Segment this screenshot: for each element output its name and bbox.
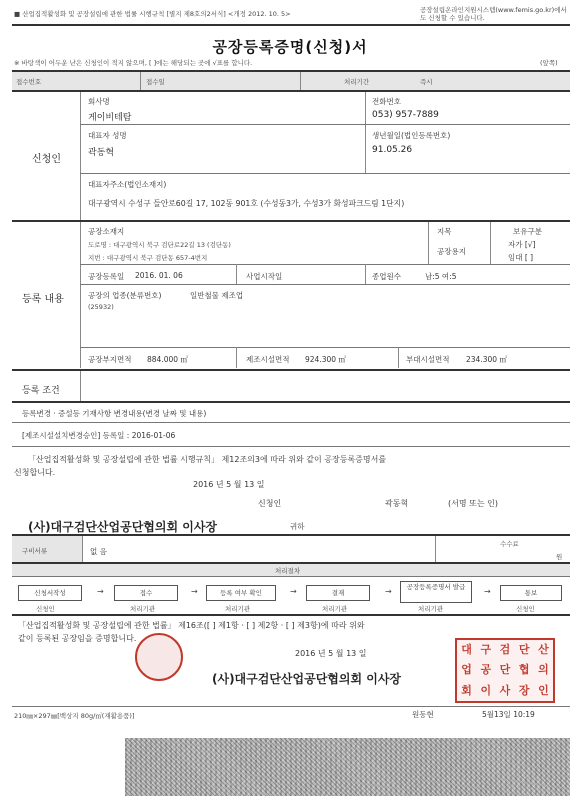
stamp-char: 검 xyxy=(499,643,511,656)
jimok-value: 공장용지 xyxy=(437,247,466,256)
employees-label: 종업원수 xyxy=(372,272,401,281)
instructions: ※ 바탕색이 어두운 난은 신청인이 적지 않으며, [ ]에는 해당되는 곳에 √표를 합니다. xyxy=(14,59,253,67)
process-step-3: 등록 여부 확인 xyxy=(206,585,276,601)
form-note: 공장설립온라인지원시스템(www.femis.go.kr)에서도 신청할 수 있습니다. xyxy=(420,6,567,22)
industry-label: 공장의 업종(분류번호) xyxy=(88,291,162,300)
recipient-suffix: 귀하 xyxy=(290,522,305,531)
fee-unit: 원 xyxy=(556,553,563,561)
stamp-char: 공 xyxy=(480,663,492,677)
certification-date: 2016 년 5 월 13 일 xyxy=(295,649,367,658)
arrow-icon: → xyxy=(385,587,392,596)
stamp-char: 회 xyxy=(461,683,472,697)
process-actor-1: 신청인 xyxy=(36,605,55,613)
process-actor-3: 처리기관 xyxy=(225,605,251,613)
process-actor-4: 처리기관 xyxy=(322,605,348,613)
lease-checkbox[interactable]: 임대 [ ] xyxy=(508,253,534,262)
registration-section-label: 등록 내용 xyxy=(22,294,64,305)
page-title: 공장등록증명(신청)서 xyxy=(212,38,368,56)
process-actor-2: 처리기관 xyxy=(130,605,156,613)
stamp-char: 업 xyxy=(461,663,472,677)
process-step-6: 통보 xyxy=(500,585,562,601)
process-step-2: 접수 xyxy=(114,585,178,601)
process-step-1: 신청서작성 xyxy=(18,585,82,601)
stamp-char: 구 xyxy=(480,643,492,656)
mfg-area-value: 924.300 ㎡ xyxy=(305,355,346,364)
official-stamp xyxy=(455,638,555,703)
arrow-icon: → xyxy=(484,587,491,596)
receipt-number-label: 접수번호 xyxy=(16,78,42,86)
lot-address: 지번 : 대구광역시 북구 검단동 657-4번지 xyxy=(88,254,208,262)
certification-line2: 같이 등록된 공장임을 증명합니다. xyxy=(18,634,137,643)
stamp-char: 대 xyxy=(461,643,472,656)
rep-name-value: 곽동혁 xyxy=(88,148,115,158)
own-checkbox[interactable]: 자가 [√] xyxy=(508,240,536,249)
signature-note: (서명 또는 인) xyxy=(448,499,498,508)
process-actor-6: 신청인 xyxy=(516,605,535,613)
site-area-value: 884.000 ㎡ xyxy=(147,355,188,364)
process-step-5: 공장등록증명서 발급 xyxy=(400,581,472,603)
jimok-label: 지목 xyxy=(437,227,452,236)
security-pattern xyxy=(125,738,570,796)
footer-issuer-name: 원동현 xyxy=(412,710,434,719)
changes-label: 등록변경 · 증설등 기재사항 변경내용(변경 날짜 및 내용) xyxy=(22,409,207,418)
page-side: (앞쪽) xyxy=(540,59,558,67)
employees-value: 남:5 여:5 xyxy=(425,272,457,281)
op-start-label: 사업시작일 xyxy=(246,272,283,281)
mfg-area-label: 제조시설면적 xyxy=(246,355,290,364)
stamp-char: 협 xyxy=(518,663,530,677)
aux-area-value: 234.300 ㎡ xyxy=(466,355,507,364)
applicant-section-label: 신청인 xyxy=(32,154,61,165)
phone-label: 전화번호 xyxy=(372,97,401,106)
fee-label: 수수료 xyxy=(500,540,519,548)
conditions-label: 등록 조건 xyxy=(22,386,60,396)
stamp-char: 단 xyxy=(499,663,511,677)
reg-date-value: 2016. 01. 06 xyxy=(135,271,183,280)
docs-value: 없 음 xyxy=(90,547,107,556)
process-actor-5: 처리기관 xyxy=(418,605,444,613)
stamp-char: 산 xyxy=(538,643,549,656)
stamp-char: 장 xyxy=(518,683,530,697)
phone-value: 053) 957-7889 xyxy=(372,110,439,120)
legal-basis: ■ 산업집적활성화 및 공장설립에 관한 법률 시행규칙 [별지 제8호의2서식] <개정 2012. 10. 5> xyxy=(14,10,291,18)
address-value: 대구광역시 수성구 들안로60길 17, 102동 901호 (수성동3가, 수성3가 화성파크드림 1단지) xyxy=(88,199,405,208)
stamp-char: 의 xyxy=(538,663,549,677)
statement-date: 2016 년 5 월 13 일 xyxy=(193,480,265,489)
stamp-char: 인 xyxy=(538,683,549,697)
stamp-char: 사 xyxy=(499,683,511,697)
process-step-4: 결재 xyxy=(306,585,370,601)
footer-stamp-date: 5월13일 10:19 xyxy=(482,710,535,719)
road-address: 도로명 : 대구광역시 북구 검단로22길 13 (검단동) xyxy=(88,241,231,249)
stamp-char: 이 xyxy=(480,683,492,697)
reg-date-label: 공장등록일 xyxy=(88,272,125,281)
paper-spec: 210㎜×297㎜[백상지 80g/㎡(재활용품)] xyxy=(14,712,135,720)
rep-name-label: 대표자 성명 xyxy=(88,131,127,140)
changes-entry: [제조시설설치변경승인] 등록일 : 2016-01-06 xyxy=(22,431,176,440)
official-seal-icon xyxy=(135,633,183,681)
period-value: 즉시 xyxy=(420,78,433,86)
industry-value: 일반철물 제조업 xyxy=(190,291,244,300)
recipient: (사)대구검단산업공단협의회 이사장 xyxy=(28,520,218,534)
industry-code: (25932) xyxy=(88,303,114,311)
arrow-icon: → xyxy=(97,587,104,596)
statement-line2: 신청합니다. xyxy=(14,468,56,477)
company-label: 회사명 xyxy=(88,97,110,106)
stamp-char: 단 xyxy=(518,643,530,656)
company-value: 게이비테탐 xyxy=(88,113,132,123)
applicant-sign-label: 신청인 xyxy=(258,499,282,508)
location-label: 공장소재지 xyxy=(88,227,125,236)
applicant-sign-name: 곽동혁 xyxy=(385,499,409,508)
certification-issuer: (사)대구검단산업공단협의회 이사장 xyxy=(212,672,402,686)
birth-label: 생년월일(법인등록번호) xyxy=(372,131,451,140)
docs-label: 구비서류 xyxy=(22,547,48,555)
birth-value: 91.05.26 xyxy=(372,145,413,155)
process-title: 처리절차 xyxy=(275,567,301,575)
aux-area-label: 부대시설면적 xyxy=(406,355,450,364)
arrow-icon: → xyxy=(191,587,198,596)
arrow-icon: → xyxy=(290,587,297,596)
certification-line1: 「산업집적활성화 및 공장설립에 관한 법률」 제16조([ ] 제1항 · [ ] 제2항 · [ ] 제3항)에 따라 위와 xyxy=(18,621,365,630)
site-area-label: 공장부지면적 xyxy=(88,355,132,364)
receipt-date-label: 접수일 xyxy=(146,78,165,86)
address-label: 대표자주소(법인소재지) xyxy=(88,180,167,189)
period-label: 처리기간 xyxy=(344,78,370,86)
ownership-label: 보유구분 xyxy=(513,227,542,236)
statement-line1: 「산업집적활성화 및 공장설립에 관한 법률 시행규칙」 제12조의3에 따라 위와 같이 공장등록증명서를 xyxy=(28,455,387,464)
